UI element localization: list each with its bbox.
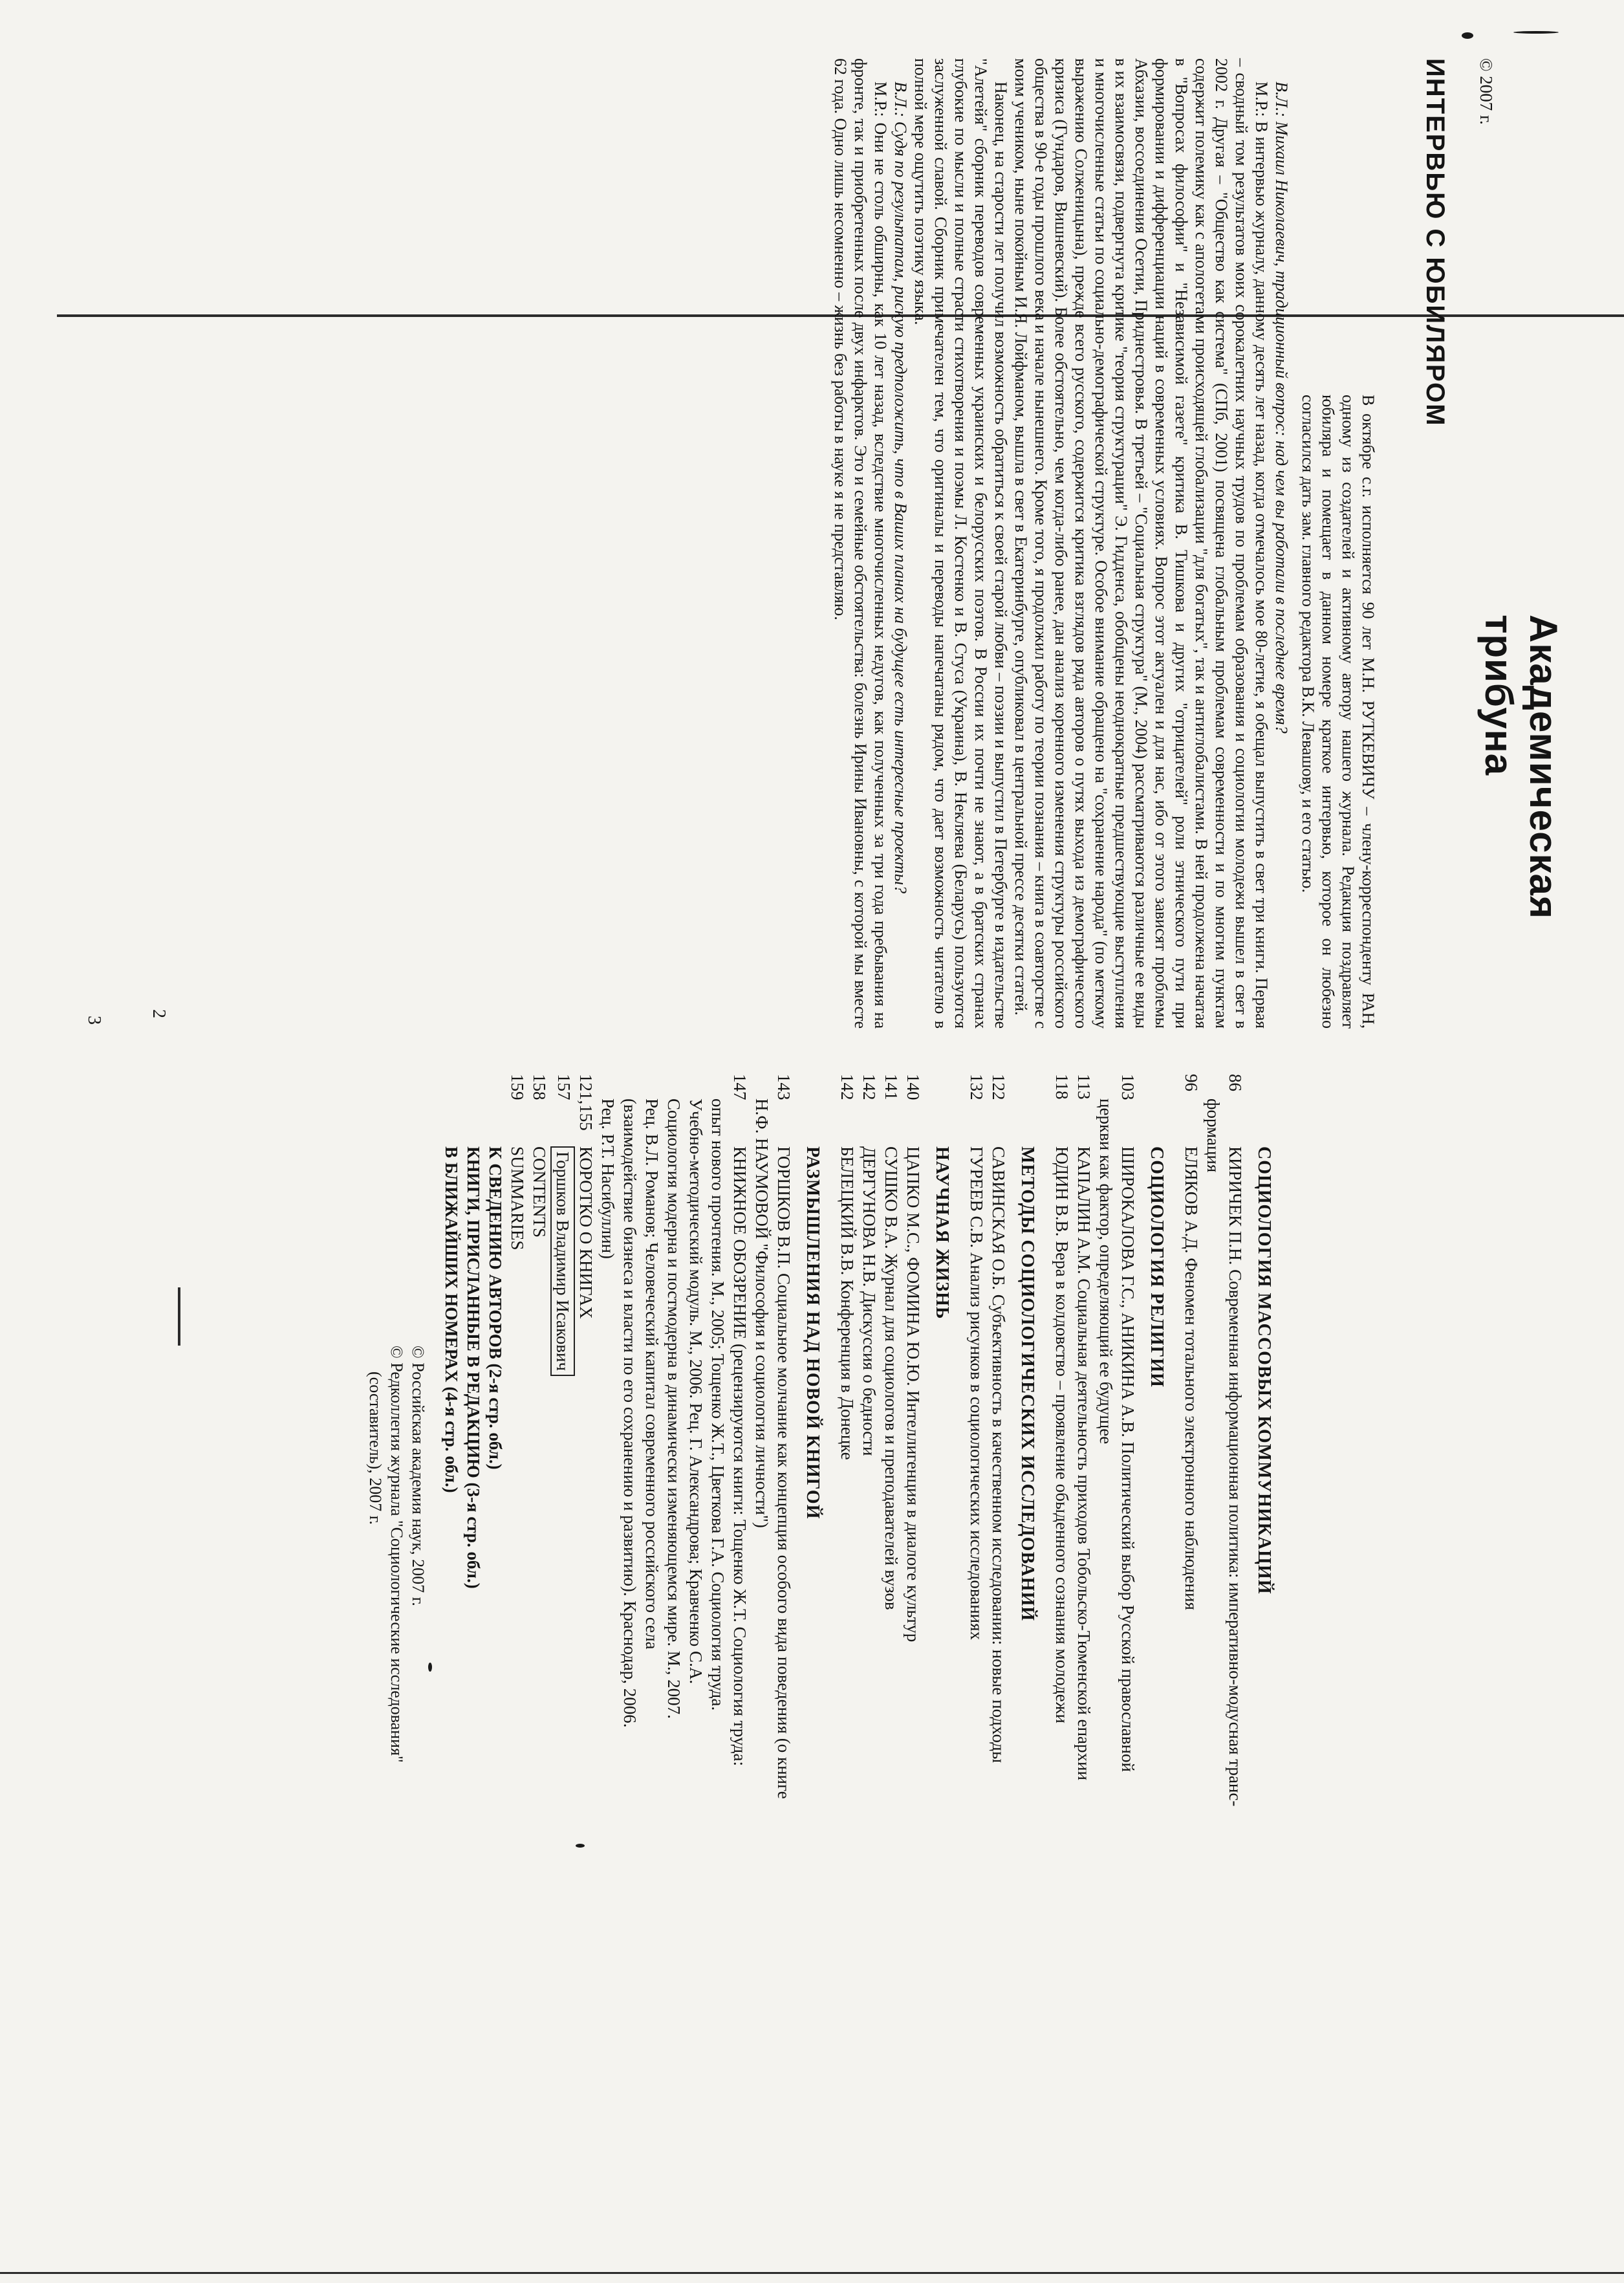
toc-page-number: 157 — [554, 1074, 574, 1100]
left-page-toc — [149, 1009, 1288, 2148]
toc-entry-continuation — [440, 1074, 462, 2148]
toc-entry-text: церкви как фактор, определяющий ее будущее — [1096, 1098, 1116, 1445]
answer-2: М.Р.: Они не столь обширны, как 10 лет назад, вследствие многочисленных недугов, как полученных за три года пребывания на фронте, так и приобретенных после двух инфарктов. Это и семейные обстоятельства: болезнь Ирины Ивановны, с которой мы вместе 62 года. Одно лишь несомненно – жизнь без работы в науке я не представляю. — [831, 58, 890, 1029]
toc-page-number: 103 — [1118, 1074, 1138, 1100]
copyright-line: © Редколлегия журнала "Социологические исследования" — [387, 1346, 406, 1763]
toc-entry-text: БЕЛЕЦКИЙ В.В. Конференция в Донецке — [838, 1146, 857, 1460]
toc-entry-text: формация — [1204, 1098, 1223, 1173]
toc-page-number: 132 — [967, 1074, 986, 1100]
left-page-number: 2 — [149, 1009, 169, 1018]
copyright-block — [365, 1074, 429, 2148]
toc-entry — [1051, 1074, 1073, 2148]
toc-page-number: 86 — [1226, 1074, 1245, 1091]
right-page — [20, 58, 1565, 1029]
toc-entry — [1073, 1074, 1095, 2148]
toc-entry — [773, 1074, 795, 2148]
toc-entry-text: ЦАПКО М.С., ФОМИНА Ю.Ю. Интеллигенция в диалоге культур — [904, 1146, 923, 1643]
toc-entry-text: ГОРШКОВ В.П. Социальное молчание как концепция особого вида поведения (о книге — [774, 1146, 794, 1799]
toc-entry-continuation — [751, 1074, 773, 2148]
toc-page-number: 96 — [1182, 1074, 1201, 1091]
toc-entry-text: Социология модерна и постмодерна в динамически изменяющемся мире. М., 2007. — [664, 1098, 684, 1719]
toc-entry — [550, 1074, 575, 2148]
toc-page-number: 147 — [730, 1074, 750, 1100]
toc-entry-text: SUMMARIES — [508, 1146, 527, 1251]
toc-entry — [880, 1074, 902, 2148]
toc-entry-text: САВИНСКАЯ О.Б. Субъективность в качественном исследовании: новые подходы — [989, 1146, 1008, 1764]
toc-entry-text: Н.Ф. НАУМОВОЙ "Философия и социология личности") — [752, 1098, 772, 1528]
intro-paragraph: В октябре с.г. исполняется 90 лет М.Н. РУТКЕВИЧУ – члену-корреспонденту РАН, одному из создателей и активному автору нашего журнала. Редакция поздравляет юбиляра и помещает в данном номере краткое интервью, которое он любезно согласился дать зам. главного редактора В.К. Левашову, и его статью. — [1299, 395, 1378, 1029]
toc-page-number: 159 — [508, 1074, 527, 1100]
toc-entry-text: ЕЛЯКОВ А.Д. Феномен тотального электронного наблюдения — [1182, 1146, 1201, 1610]
toc-page-number: 118 — [1052, 1074, 1072, 1100]
toc-entry-text: КИРИЧЕК П.Н. Современная информационная политика: императивно-модусная транс- — [1226, 1146, 1245, 1807]
toc-list — [440, 1074, 1276, 2148]
toc-entry — [966, 1074, 988, 2148]
toc-entry-text: КОРОТКО О КНИГАХ — [576, 1146, 596, 1319]
answer-1: М.Р.: В интервью журналу, данному десять лет назад, когда отмечалось мое 80-летие, я обещал выпустить в свет три книги. Первая – сводный том результатов моих сорокалетних научных трудов по проблемам образования и социологии молодежи вышел в свет в 2002 г. Другая – "Общество как система" (СПб, 2001) посвящена глобальным проблемам современности и по многим пунктам содержит полемику как с апологетами происходящей глобализации "для богатых", так и антиглобалистами. В ней продолжена начатая в "Вопросах философии" и "Независимой газете" критика В. Тишкова и других "отрицателей" роли этнического пути при формировании и дифференциации наций в современных условиях. Вопрос этот актуален и для нас, ибо от этого зависят проблемы Абхазии, воссоединения Осетии, Приднестровья. В третьей – "Социальная структура" (М., 2004) рассматриваются различные ее виды в их взаимосвязи, подвергнута критике "теория структурации" Э. Гидденса, обобщены неоднократные предшествующие выступления и многочисленные статьи по социально-демографической структуре. Особое внимание обращено на "сохранение народа" (по меткому выражению Солженицына), прежде всего русского, содержится критика взглядов ряда авторов о путях выхода из демографического кризиса (Гундаров, Вишневский). Более обстоятельно, чем когда-либо ранее, дан анализ коренного изменения структуры российского общества в 90-е годы прошлого века и начале нынешнего. Кроме того, я продолжил работу по теории познания – книга в соавторстве с моим учеником, ныне покойным И.Я. Лойфманом, вышла в свет в Екатеринбурге, опубликовал в центральной прессе десятки статей. — [1012, 58, 1271, 1029]
toc-entry-continuation — [462, 1074, 484, 2148]
toc-page-number: 122 — [989, 1074, 1008, 1100]
toc-entry — [1117, 1074, 1139, 2148]
toc-entry-continuation — [707, 1074, 729, 2148]
toc-section-heading: СОЦИОЛОГИЯ РЕЛИГИИ — [1147, 1146, 1167, 1388]
toc-section-heading: НАУЧНАЯ ЖИЗНЬ — [932, 1146, 952, 1320]
toc-entry-text: Рец. Р.Т. Насибуллин) — [598, 1098, 618, 1260]
toc-section-heading: МЕТОДЫ СОЦИОЛОГИЧЕСКИХ ИССЛЕДОВАНИЙ — [1017, 1146, 1037, 1622]
toc-entry — [858, 1074, 880, 2148]
toc-entry-text: Горшков Владимир Исакович — [550, 1146, 575, 1376]
rubric-title: Академическая трибуна — [1477, 615, 1565, 919]
toc-entry-continuation — [1202, 1074, 1224, 2148]
toc-page-number: 158 — [530, 1074, 549, 1100]
toc-entry-continuation — [685, 1074, 707, 2148]
toc-entry — [1224, 1074, 1246, 2148]
toc-entry-text: СУШКО В.А. Журнал для социологов и преподавателей вузов — [882, 1146, 901, 1610]
toc-page-number: 113 — [1074, 1074, 1094, 1100]
toc-entry — [575, 1074, 597, 2148]
toc-entry-continuation — [484, 1074, 506, 2148]
right-page-number: 3 — [84, 1016, 104, 1025]
toc-entry-continuation — [663, 1074, 685, 2148]
toc-entry — [506, 1074, 528, 2148]
toc-entry-text: КНИГИ, ПРИСЛАННЫЕ В РЕДАКЦИЮ (3-я стр. обл.) — [464, 1146, 483, 1589]
toc-entry-text: К СВЕДЕНИЮ АВТОРОВ (2-я стр. обл.) — [486, 1146, 505, 1470]
toc-entry-text: ЮДИН В.В. Вера в колдовство – проявление обыденного сознания молодежи — [1052, 1146, 1072, 1723]
toc-entry-continuation — [1095, 1074, 1117, 2148]
toc-section-heading: РАЗМЫШЛЕНИЯ НАД НОВОЙ КНИГОЙ — [803, 1146, 823, 1520]
toc-entry-continuation — [619, 1074, 641, 2148]
toc-entry-continuation — [641, 1074, 663, 2148]
question-2: В.Л.: Судя по результатам, рискую предположить, что в Ваших планах на будущее есть интересные проекты? — [891, 82, 910, 894]
toc-entry-text: CONTENTS — [530, 1146, 549, 1238]
toc-entry-text: В БЛИЖАЙШИХ НОМЕРАХ (4-я стр. обл.) — [442, 1146, 461, 1493]
toc-entry-continuation — [597, 1074, 619, 2148]
toc-entry-text: Учебно-методический модуль. М., 2006. Рец. Г. Александрова; Кравченко С.А. — [686, 1098, 706, 1685]
toc-entry-text: КНИЖНОЕ ОБОЗРЕНИЕ (рецензируются книги: Тощенко Ж.Т. Социология труда: — [730, 1146, 750, 1766]
toc-entry — [729, 1074, 751, 2148]
interview-body — [830, 58, 1378, 1029]
toc-page-number: 140 — [904, 1074, 923, 1100]
copyright-line: (составитель), 2007 г. — [366, 1371, 385, 1525]
toc-page-number: 121,155 — [576, 1074, 596, 1131]
toc-page-number: 141 — [882, 1074, 901, 1100]
toc-entry-text: КАПАЛИН А.М. Социальная деятельность приходов Тобольско-Тюменской епархии — [1074, 1146, 1094, 1780]
toc-entry — [988, 1074, 1010, 2148]
toc-section-heading: СОЦИОЛОГИЯ МАССОВЫХ КОММУНИКАЦИЙ — [1254, 1146, 1274, 1595]
toc-entry-text: (взаимодействие бизнеса и власти по его сохранению и развитию). Краснодар, 2006. — [620, 1098, 640, 1728]
toc-entry — [902, 1074, 924, 2148]
toc-page-number: 142 — [838, 1074, 857, 1100]
answer-1-continued: Наконец, на старости лет получил возможность обратиться к своей старой любви – поэзии и выпустил в Петербурге в издательстве "Алетейя" сборник переводов современных украинских и белорусских поэтов. В России их почти не знают, а в братских странах глубокие по мысли и полные страсти стихотворения и поэмы Л. Костенко и В. Стуса (Украина), В. Некляева (Беларусь) пользуются заслуженной славой. Сборник примечателен тем, что оригиналы и переводы напечатаны рядом, что дает возможность читателю в полной мере ощутить поэтику языка. — [911, 58, 1010, 1029]
toc-entry — [1180, 1074, 1202, 2148]
toc-entry — [836, 1074, 858, 2148]
question-1: В.Л.: Михаил Николаевич, традиционный вопрос: над чем вы работали в последнее время? — [1272, 82, 1291, 734]
toc-entry-text: Рец. В.Л. Романов; Человеческий капитал современного российского села — [642, 1098, 662, 1650]
toc-entry — [528, 1074, 550, 2148]
copyright-line: © Российская академия наук, 2007 г. — [409, 1346, 428, 1606]
toc-page-number: 142 — [860, 1074, 879, 1100]
right-year: © 2007 г. — [1477, 58, 1496, 125]
toc-entry-text: ДЕРГУНОВА Н.В. Дискуссия о бедности — [860, 1146, 879, 1456]
toc-page-number: 143 — [774, 1074, 794, 1100]
toc-entry-text: ГУРЕЕВ С.В. Анализ рисунков в социологических исследованиях — [967, 1146, 986, 1641]
interview-title: ИНТЕРВЬЮ С ЮБИЛЯРОМ — [1421, 58, 1449, 427]
toc-entry-text: ШИРОКАЛОВА Г.С., АНИКИНА А.В. Политический выбор Русской православной — [1118, 1146, 1138, 1772]
toc-entry-text: опыт нового прочтения. М., 2005; Тощенко Ж.Т., Цветкова Г.А. Социология труда. — [708, 1098, 728, 1711]
